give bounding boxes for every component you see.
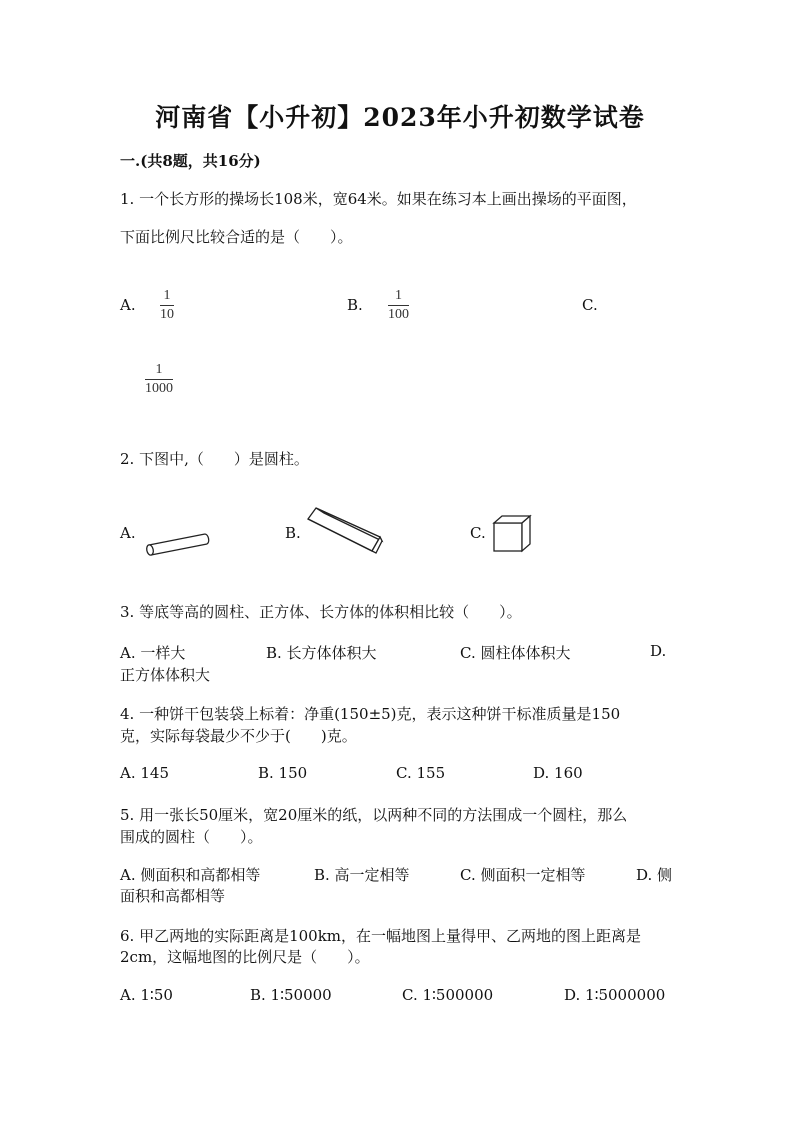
q1-option-b-fraction[interactable] [388, 288, 409, 323]
question-4-text-cont: 克，实际每袋最少不少于( )克。 [120, 727, 357, 745]
cylinder-figure[interactable] [140, 528, 215, 558]
question-4-text: 4. 一种饼干包装袋上标着：净重(150±5)克，表示这种饼干标准质量是150 [120, 705, 621, 723]
q6-option-a[interactable]: A. 1∶50 [120, 986, 173, 1004]
question-1-text-cont: 下面比例尺比较合适的是（ ）。 [120, 228, 353, 246]
q1-option-b-label[interactable]: B. [347, 296, 363, 314]
q3-option-d[interactable]: D. [650, 642, 667, 660]
question-3-text: 3. 等底等高的圆柱、正方体、长方体的体积相比较（ ）。 [120, 603, 522, 621]
question-2-text: 2. 下图中,（ ）是圆柱。 [120, 450, 309, 468]
triangular-prism-figure[interactable] [302, 503, 387, 558]
fraction-bar [145, 379, 173, 380]
question-6-text: 6. 甲乙两地的实际距离是100km，在一幅地图上量得甲、乙两地的图上距离是 [120, 927, 642, 945]
question-6-text-cont: 2cm，这幅地图的比例尺是（ ）。 [120, 948, 370, 966]
q4-option-d[interactable]: D. 160 [533, 764, 583, 782]
question-5-text: 5. 用一张长50厘米，宽20厘米的纸，以两种不同的方法围成一个圆柱，那么 [120, 806, 628, 824]
page-title: 河南省【小升初】2023年小升初数学试卷 [155, 103, 645, 132]
q3-option-a[interactable]: A. 一样大 [120, 644, 186, 662]
q1-option-c-fraction[interactable] [145, 362, 173, 397]
section-heading: 一.(共8题，共16分) [120, 152, 261, 170]
fraction-bar [388, 305, 409, 306]
cube-figure[interactable] [492, 513, 534, 555]
q3-option-b[interactable]: B. 长方体体积大 [266, 644, 377, 662]
question-1-text: 1. 一个长方形的操场长108米，宽64米。如果在练习本上画出操场的平面图， [120, 190, 637, 208]
q2-option-a-label[interactable]: A. [120, 524, 136, 542]
fraction-bar [160, 305, 174, 306]
q2-option-b-label[interactable]: B. [285, 524, 301, 542]
q5-option-d[interactable]: D. 侧 [636, 866, 673, 884]
q4-option-c[interactable]: C. 155 [396, 764, 446, 782]
fraction-denominator: 10 [160, 307, 174, 322]
fraction-numerator: 1 [155, 362, 163, 377]
q3-option-c[interactable]: C. 圆柱体体积大 [460, 644, 571, 662]
q6-option-d[interactable]: D. 1∶5000000 [564, 986, 666, 1004]
q3-option-d-text[interactable]: 正方体体积大 [120, 666, 211, 684]
q6-option-b[interactable]: B. 1∶50000 [250, 986, 332, 1004]
q4-option-a[interactable]: A. 145 [120, 764, 169, 782]
fraction-denominator: 1000 [145, 381, 173, 396]
q1-option-c-label[interactable]: C. [582, 296, 598, 314]
question-5-text-cont: 围成的圆柱（ ）。 [120, 828, 263, 846]
q1-option-a-fraction[interactable] [160, 288, 174, 323]
q4-option-b[interactable]: B. 150 [258, 764, 308, 782]
q5-option-c[interactable]: C. 侧面积一定相等 [460, 866, 586, 884]
fraction-numerator: 1 [163, 288, 171, 303]
q2-option-c-label[interactable]: C. [470, 524, 486, 542]
q5-option-b[interactable]: B. 高一定相等 [314, 866, 410, 884]
fraction-numerator: 1 [395, 288, 402, 303]
q1-option-a-label[interactable]: A. [120, 296, 136, 314]
q6-option-c[interactable]: C. 1∶500000 [402, 986, 494, 1004]
fraction-denominator: 100 [388, 307, 409, 322]
q5-option-d-text[interactable]: 面积和高都相等 [120, 887, 226, 905]
q5-option-a[interactable]: A. 侧面积和高都相等 [120, 866, 261, 884]
